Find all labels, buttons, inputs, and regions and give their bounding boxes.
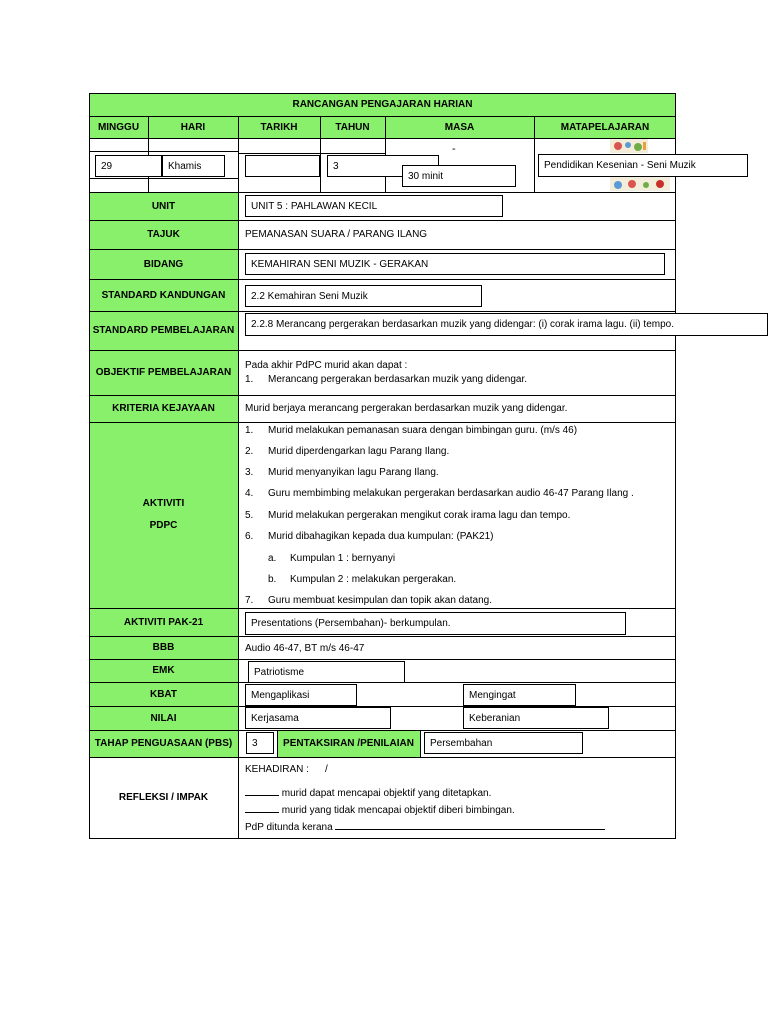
label-kriteria: KRITERIA KEJAYAAN [112, 403, 215, 414]
refleksi-text-1: murid dapat mencapai objektif yang ditetapkan. [281, 788, 492, 799]
refleksi-text-3: PdP ditunda kerana [245, 822, 333, 833]
header-hari: HARI [180, 121, 206, 133]
label-nilai: NILAI [150, 712, 177, 724]
aktiviti-item-6a: Kumpulan 1 : bernyanyi [290, 553, 396, 564]
label-pak21: AKTIVITI PAK-21 [123, 616, 204, 628]
blank-line-3[interactable] [335, 829, 605, 830]
line-header-bottom [89, 138, 676, 139]
aktiviti-item-6b: Kumpulan 2 : melakukan pergerakan. [290, 574, 457, 585]
label-pentaksiran: PENTAKSIRAN /PENILAIAN [283, 738, 414, 749]
aktiviti-item-6: Murid dibahagikan kepada dua kumpulan: (PAK21) [268, 531, 494, 542]
label-aktiviti-line2: PDPC [149, 520, 178, 531]
tahap-field[interactable]: 3 [246, 732, 274, 754]
music-illustration-bottom [610, 177, 670, 191]
masa-field[interactable]: 30 minit [402, 165, 516, 187]
aktiviti-item-3: Murid menyanyikan lagu Parang Ilang. [268, 467, 439, 478]
aktiviti-num-5: 5. [245, 510, 254, 521]
label-standard-kandungan: STANDARD KANDUNGAN [101, 289, 226, 301]
matapelajaran-field[interactable]: Pendidikan Kesenian - Seni Muzik [538, 154, 748, 177]
label-aktiviti [89, 422, 238, 608]
line-v-pentaksiran [420, 730, 421, 757]
emk-field[interactable]: Patriotisme [248, 661, 405, 683]
aktiviti-num-2: 2. [245, 446, 254, 457]
aktiviti-item-7: Guru membuat kesimpulan dan topik akan datang. [268, 595, 493, 606]
refleksi-line-3 [245, 822, 605, 833]
pak21-field[interactable]: Presentations (Persembahan)- berkumpulan. [245, 612, 626, 635]
standard-kandungan-field[interactable]: 2.2 Kemahiran Seni Muzik [245, 285, 482, 307]
aktiviti-num-3: 3. [245, 467, 254, 478]
line-values-mid-left2 [89, 178, 238, 179]
objektif-item: Merancang pergerakan berdasarkan muzik yang didengar. [268, 374, 528, 385]
refleksi-line-2 [245, 805, 515, 816]
label-bbb: BBB [152, 642, 175, 653]
label-objektif: OBJEKTIF PEMBELAJARAN [95, 367, 232, 378]
refleksi-text-2: murid yang tidak mencapai objektif diberi bimbingan. [281, 805, 515, 816]
aktiviti-num-1: 1. [245, 425, 254, 436]
blank-line-1[interactable] [245, 795, 279, 796]
label-tahap: TAHAP PENGUASAAN (PBS) [94, 738, 233, 749]
label-emk: EMK [152, 665, 175, 676]
blank-line-2[interactable] [245, 812, 279, 813]
bidang-field[interactable]: KEMAHIRAN SENI MUZIK - GERAKAN [245, 253, 665, 275]
aktiviti-item-2: Murid diperdengarkan lagu Parang Ilang. [268, 446, 450, 457]
label-tajuk: TAJUK [147, 229, 180, 240]
objektif-num: 1. [245, 374, 254, 385]
header-tahun: TAHUN [335, 121, 370, 133]
kbat-field-1[interactable]: Mengaplikasi [245, 684, 357, 706]
table-border-right [675, 93, 676, 839]
minggu-field[interactable]: 29 [95, 155, 162, 177]
kriteria-text: Murid berjaya merancang pergerakan berdasarkan muzik yang didengar. [245, 403, 568, 414]
line-values-mid-tarikh [238, 153, 385, 154]
header-matapelajaran: MATAPELAJARAN [560, 121, 650, 133]
unit-field[interactable]: UNIT 5 : PAHLAWAN KECIL [245, 195, 503, 217]
music-illustration-top [610, 139, 648, 153]
header-masa: MASA [444, 121, 475, 133]
hari-field[interactable]: Khamis [162, 155, 225, 177]
tajuk-text: PEMANASAN SUARA / PARANG ILANG [245, 229, 428, 240]
label-bidang: BIDANG [143, 258, 184, 270]
nilai-field-2[interactable]: Keberanian [463, 707, 609, 729]
header-minggu: MINGGU [97, 121, 140, 133]
aktiviti-num-6a: a. [268, 553, 277, 564]
kehadiran-separator: / [325, 764, 328, 775]
aktiviti-item-4: Guru membimbing melakukan pergerakan berdasarkan audio 46-47 Parang Ilang . [268, 488, 634, 499]
aktiviti-item-1: Murid melakukan pemanasan suara dengan bimbingan guru. (m/s 46) [268, 425, 578, 436]
label-standard-pembelajaran: STANDARD PEMBELAJARAN [92, 325, 235, 336]
aktiviti-num-7: 7. [245, 595, 254, 606]
objektif-intro: Pada akhir PdPC murid akan dapat : [245, 360, 408, 371]
label-aktiviti-line1: AKTIVITI [142, 498, 185, 509]
aktiviti-num-6b: b. [268, 574, 277, 585]
refleksi-line-1 [245, 788, 491, 799]
line-v-label-column [238, 192, 239, 838]
aktiviti-item-5: Murid melakukan pergerakan mengikut corak irama lagu dan tempo. [268, 510, 571, 521]
standard-pembelajaran-field[interactable]: 2.2.8 Merancang pergerakan berdasarkan muzik yang didengar: (i) corak irama lagu. (ii) tempo. [245, 313, 768, 336]
tarikh-field[interactable] [245, 155, 320, 177]
kehadiran-label: KEHADIRAN : [245, 764, 309, 775]
aktiviti-num-6: 6. [245, 531, 254, 542]
tahun-field[interactable]: 3 [327, 155, 439, 177]
line-values-mid-left [89, 151, 238, 152]
header-tarikh: TARIKH [260, 121, 298, 133]
label-refleksi: REFLEKSI / IMPAK [118, 792, 209, 803]
nilai-field-1[interactable]: Kerjasama [245, 707, 391, 729]
label-kbat: KBAT [149, 688, 178, 700]
pentaksiran-field[interactable]: Persembahan [424, 732, 583, 754]
bbb-text: Audio 46-47, BT m/s 46-47 [245, 643, 365, 654]
page-title: RANCANGAN PENGAJARAN HARIAN [292, 99, 473, 110]
aktiviti-num-4: 4. [245, 488, 254, 499]
kbat-field-2[interactable]: Mengingat [463, 684, 576, 706]
masa-dash: - [452, 143, 456, 155]
table-border-bottom [89, 838, 676, 839]
label-unit: UNIT [151, 200, 176, 212]
